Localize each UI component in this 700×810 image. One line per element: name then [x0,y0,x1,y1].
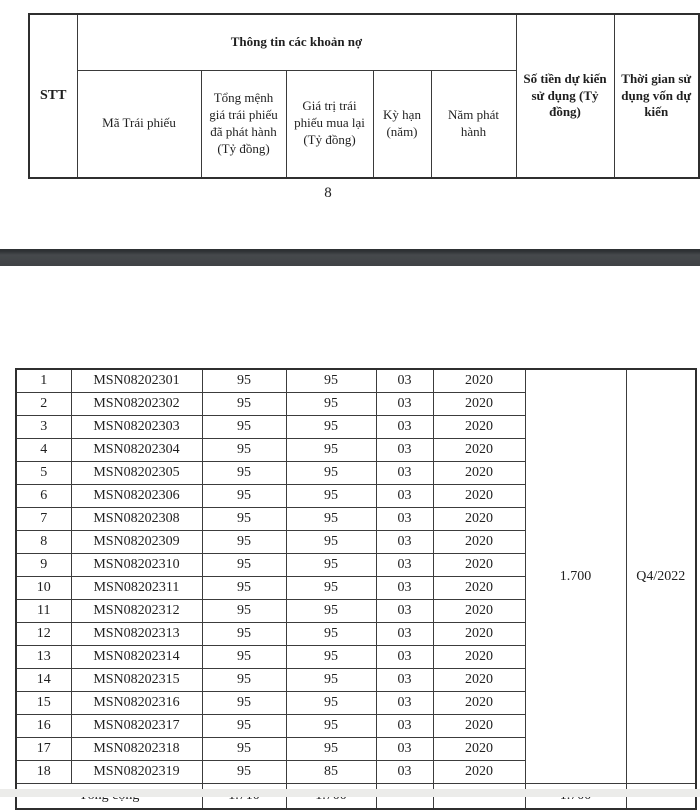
cell-issue-year: 2020 [433,485,525,508]
cell-stt: 3 [16,416,71,439]
page-separator-bar [0,249,700,266]
cell-issue-year: 2020 [433,369,525,393]
cell-bond-code: MSN08202319 [71,761,202,784]
cell-issue-year: 2020 [433,738,525,761]
merged-usage-time-cell: Q4/2022 [626,369,696,784]
cell-issue-year: 2020 [433,416,525,439]
page-bottom-band [0,789,700,797]
cell-stt: 2 [16,393,71,416]
cell-bond-code: MSN08202303 [71,416,202,439]
cell-total-par: 95 [202,669,286,692]
cell-bond-code: MSN08202316 [71,692,202,715]
cell-term: 03 [376,462,433,485]
cell-term: 03 [376,485,433,508]
cell-issue-year: 2020 [433,715,525,738]
cell-total-par: 95 [202,761,286,784]
cell-issue-year: 2020 [433,669,525,692]
cell-bond-code: MSN08202306 [71,485,202,508]
cell-term: 03 [376,554,433,577]
cell-buyback: 95 [286,462,376,485]
cell-term: 03 [376,439,433,462]
bond-table-body [16,369,696,809]
cell-total-par: 95 [202,646,286,669]
cell-bond-code: MSN08202304 [71,439,202,462]
cell-stt: 12 [16,623,71,646]
cell-issue-year: 2020 [433,439,525,462]
cell-term: 03 [376,646,433,669]
cell-term: 03 [376,738,433,761]
cell-buyback: 95 [286,669,376,692]
cell-total-par: 95 [202,485,286,508]
cell-buyback: 95 [286,554,376,577]
cell-term: 03 [376,531,433,554]
bond-data-table [15,368,697,810]
bond-header-table [28,13,700,179]
column-group-header-debt-info: Thông tin các khoản nợ [77,14,516,70]
cell-buyback: 95 [286,646,376,669]
cell-issue-year: 2020 [433,554,525,577]
cell-bond-code: MSN08202312 [71,600,202,623]
column-header-term: Kỳ hạn (năm) [373,70,431,178]
cell-issue-year: 2020 [433,531,525,554]
cell-buyback: 95 [286,485,376,508]
cell-term: 03 [376,715,433,738]
cell-bond-code: MSN08202315 [71,669,202,692]
cell-total-par: 95 [202,508,286,531]
cell-buyback: 95 [286,531,376,554]
cell-stt: 8 [16,531,71,554]
column-header-issue-year: Năm phát hành [431,70,516,178]
cell-buyback: 85 [286,761,376,784]
cell-total-par: 95 [202,692,286,715]
cell-stt: 5 [16,462,71,485]
column-header-total-par: Tổng mệnh giá trái phiếu đã phát hành (Tỷ đồng) [201,70,286,178]
column-header-usage-time: Thời gian sử dụng vốn dự kiến [614,14,699,178]
cell-bond-code: MSN08202310 [71,554,202,577]
cell-buyback: 95 [286,508,376,531]
cell-bond-code: MSN08202305 [71,462,202,485]
cell-stt: 13 [16,646,71,669]
cell-stt: 6 [16,485,71,508]
cell-total-par: 95 [202,600,286,623]
cell-issue-year: 2020 [433,761,525,784]
cell-stt: 14 [16,669,71,692]
cell-stt: 10 [16,577,71,600]
cell-issue-year: 2020 [433,577,525,600]
cell-term: 03 [376,623,433,646]
cell-stt: 7 [16,508,71,531]
cell-bond-code: MSN08202301 [71,369,202,393]
cell-total-par: 95 [202,531,286,554]
cell-bond-code: MSN08202313 [71,623,202,646]
cell-buyback: 95 [286,439,376,462]
cell-total-par: 95 [202,738,286,761]
cell-issue-year: 2020 [433,646,525,669]
merged-intended-amount-cell: 1.700 [525,369,626,784]
cell-bond-code: MSN08202308 [71,508,202,531]
cell-stt: 1 [16,369,71,393]
cell-total-par: 95 [202,393,286,416]
table-row [16,369,696,393]
cell-term: 03 [376,692,433,715]
cell-total-par: 95 [202,623,286,646]
cell-issue-year: 2020 [433,462,525,485]
cell-buyback: 95 [286,623,376,646]
cell-issue-year: 2020 [433,623,525,646]
cell-bond-code: MSN08202309 [71,531,202,554]
cell-bond-code: MSN08202302 [71,393,202,416]
cell-buyback: 95 [286,692,376,715]
cell-issue-year: 2020 [433,393,525,416]
cell-total-par: 95 [202,439,286,462]
cell-stt: 18 [16,761,71,784]
cell-bond-code: MSN08202317 [71,715,202,738]
cell-stt: 4 [16,439,71,462]
cell-total-par: 95 [202,577,286,600]
cell-bond-code: MSN08202318 [71,738,202,761]
cell-buyback: 95 [286,416,376,439]
cell-total-par: 95 [202,416,286,439]
cell-buyback: 95 [286,715,376,738]
cell-buyback: 95 [286,738,376,761]
cell-stt: 17 [16,738,71,761]
cell-issue-year: 2020 [433,600,525,623]
cell-total-par: 95 [202,369,286,393]
cell-term: 03 [376,669,433,692]
cell-issue-year: 2020 [433,508,525,531]
cell-stt: 15 [16,692,71,715]
column-header-buyback: Giá trị trái phiếu mua lại (Tỷ đồng) [286,70,373,178]
page-number: 8 [324,185,332,201]
cell-stt: 9 [16,554,71,577]
cell-term: 03 [376,761,433,784]
cell-total-par: 95 [202,715,286,738]
cell-total-par: 95 [202,554,286,577]
cell-buyback: 95 [286,577,376,600]
cell-term: 03 [376,577,433,600]
cell-stt: 11 [16,600,71,623]
cell-buyback: 95 [286,393,376,416]
cell-bond-code: MSN08202314 [71,646,202,669]
cell-stt: 16 [16,715,71,738]
cell-term: 03 [376,393,433,416]
cell-total-par: 95 [202,462,286,485]
column-header-intended-amount: Số tiền dự kiến sử dụng (Tỷ đồng) [516,14,614,178]
cell-term: 03 [376,369,433,393]
cell-term: 03 [376,508,433,531]
cell-term: 03 [376,600,433,623]
cell-issue-year: 2020 [433,692,525,715]
cell-term: 03 [376,416,433,439]
column-header-bond-code: Mã Trái phiếu [77,70,201,178]
cell-bond-code: MSN08202311 [71,577,202,600]
column-header-stt: STT [29,14,77,178]
cell-buyback: 95 [286,369,376,393]
cell-buyback: 95 [286,600,376,623]
